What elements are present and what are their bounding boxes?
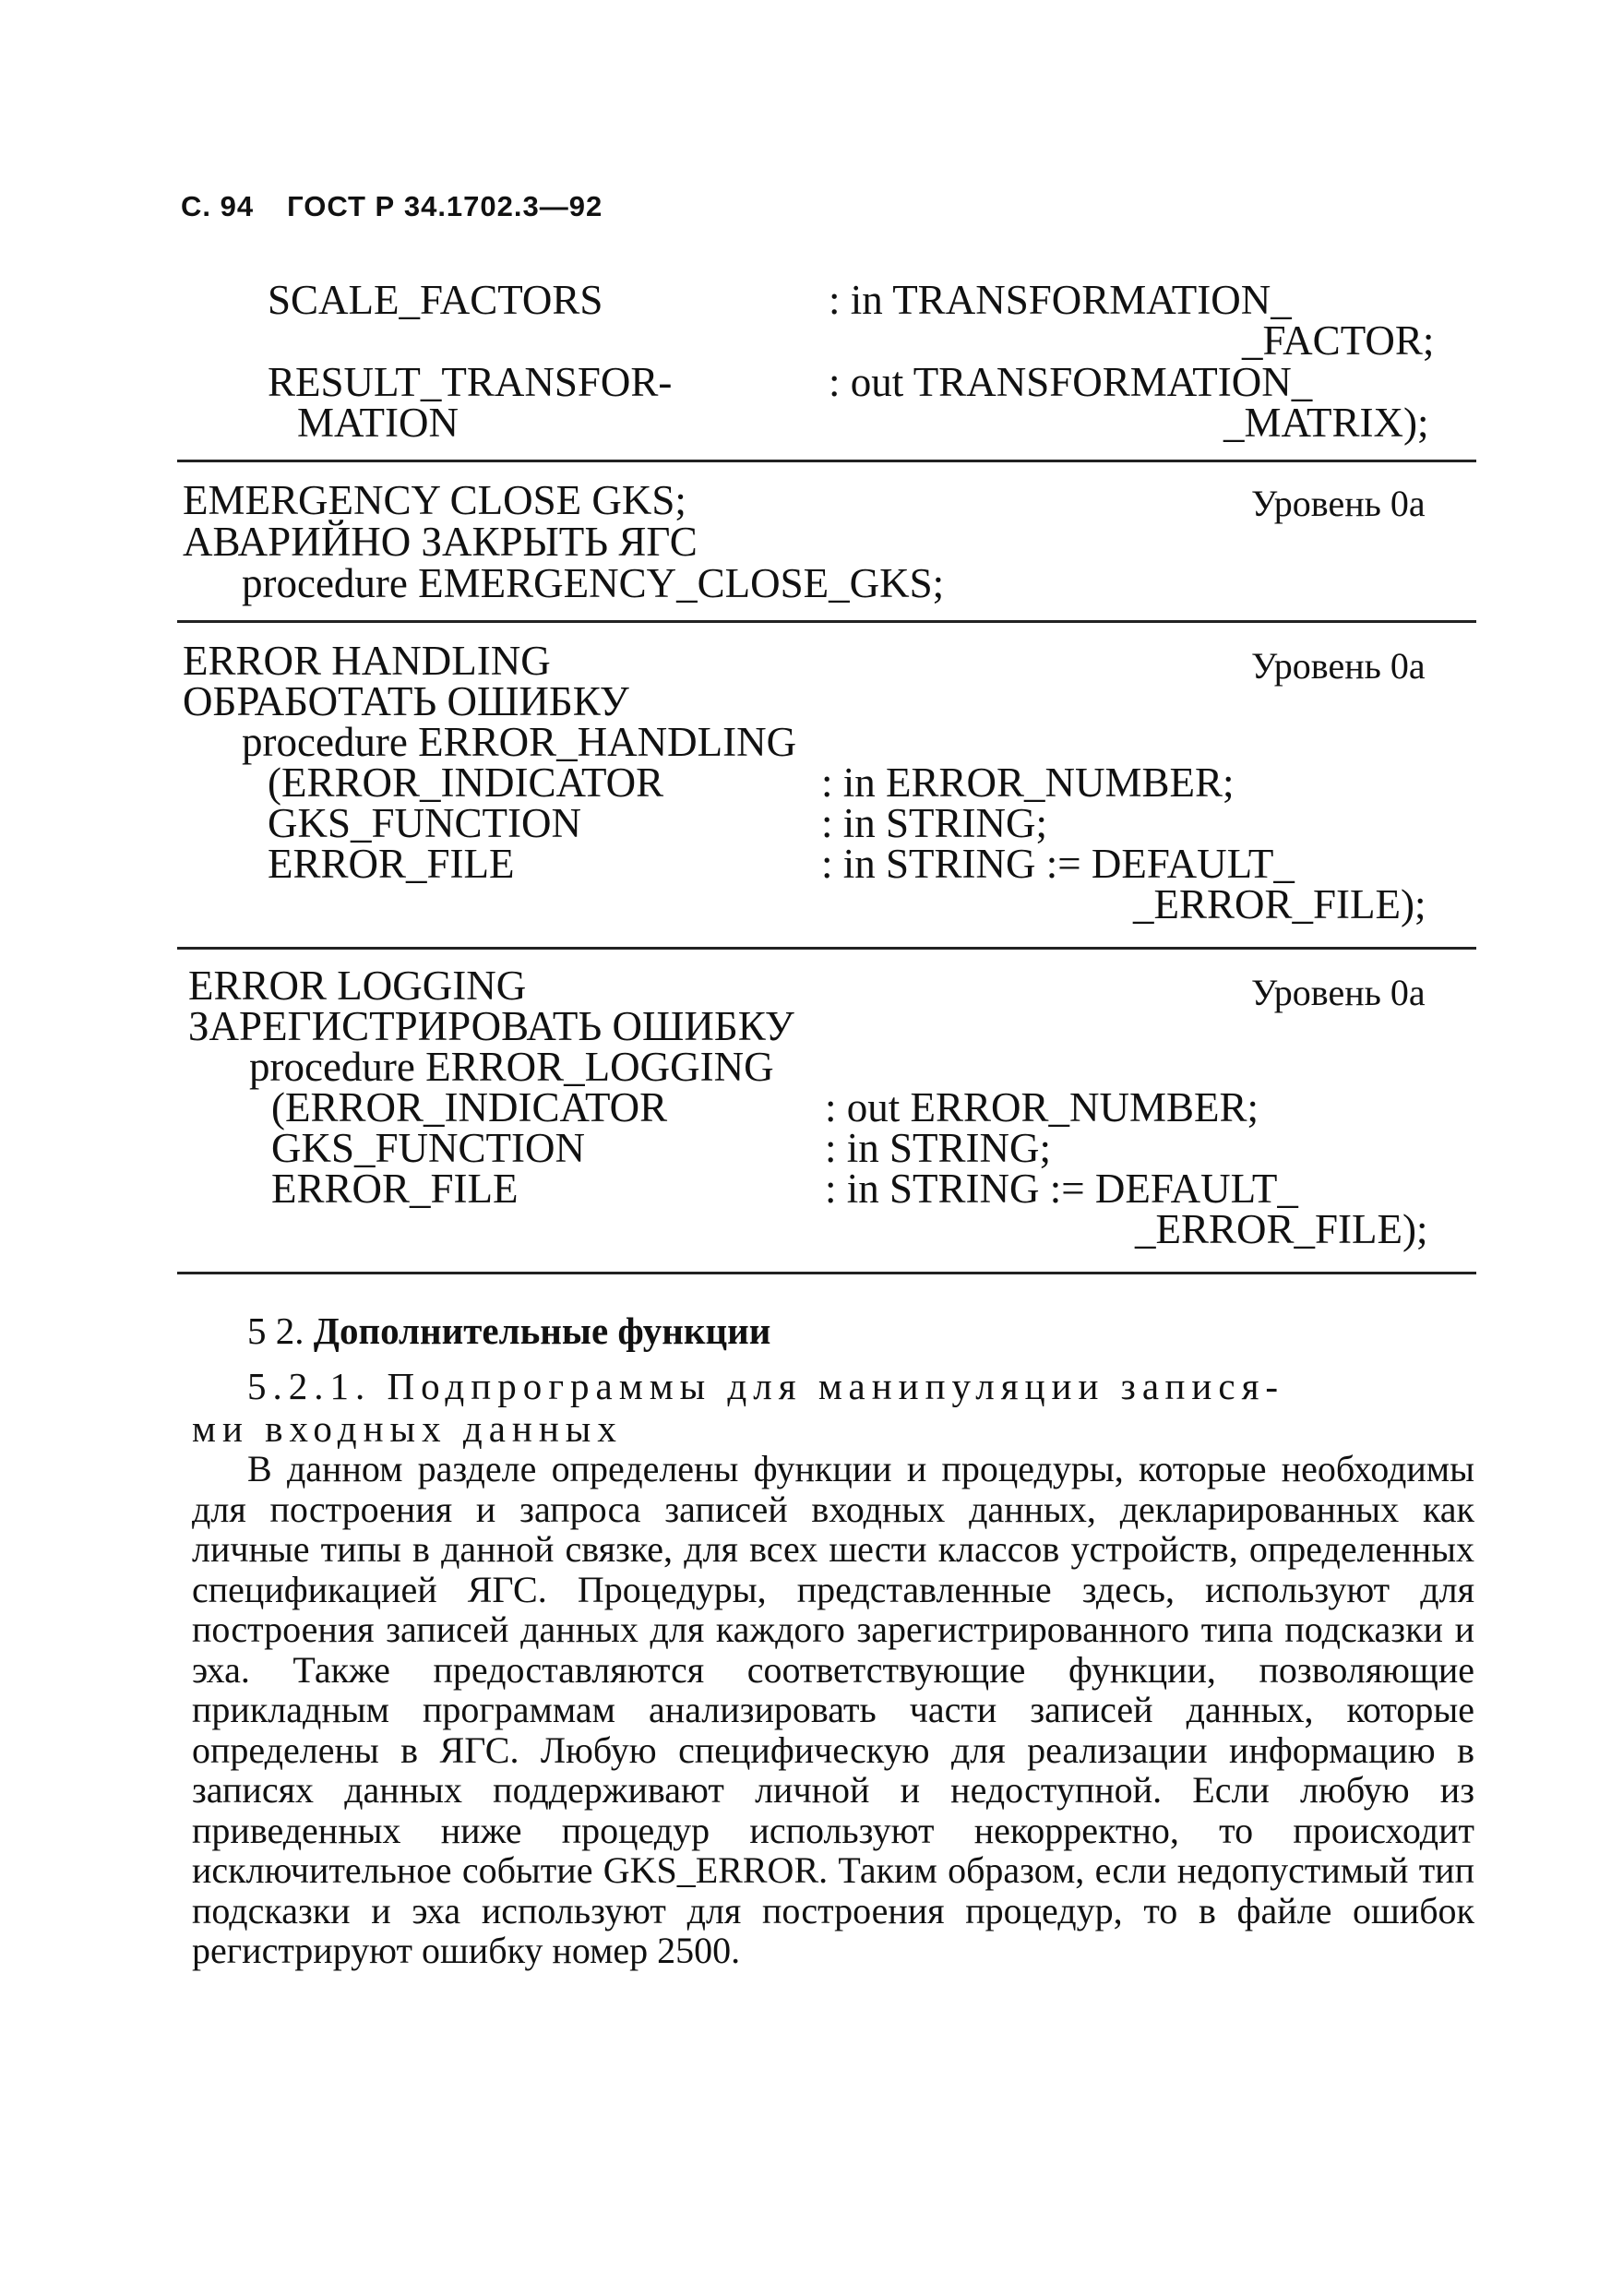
- function-name-ru: ЗАРЕГИСТРИРОВАТЬ ОШИБКУ: [188, 1003, 794, 1049]
- subsection-title-line-2: ми входных данных: [192, 1407, 623, 1450]
- param-type: : in STRING := DEFAULT_: [825, 1166, 1298, 1212]
- param-name: RESULT_TRANSFOR-: [268, 359, 673, 405]
- param-name: (ERROR_INDICATOR: [268, 759, 664, 806]
- divider: [177, 947, 1476, 950]
- section-number: 5 2.: [247, 1309, 304, 1352]
- param-name: SCALE_FACTORS: [268, 277, 603, 323]
- level-label: Уровень 0а: [1251, 483, 1426, 524]
- param-name: GKS_FUNCTION: [268, 800, 582, 846]
- param-type: : in STRING;: [825, 1125, 1052, 1171]
- param-name: ERROR_FILE: [268, 841, 515, 887]
- subsection-title-line-1: 5.2.1. Подпрограммы для манипуляции запися-: [247, 1365, 1285, 1407]
- body-paragraph: В данном разделе определены функции и процедуры, которые необходимы для построения и запроса записей входных данных, декларированных как личные типы в данной связке, для всех шести классов устройств, определенных спецификацией ЯГС. Процедуры, представленные здесь, используют для построения записей данных для каждого зарегистрированного типа подсказки и эха. Также предоставляются соответствующие функции, позволяющие прикладным программам анализировать части записей данных, которые определены в ЯГС. Любую специфическую для реализации информацию в записях данных поддерживают личной и недоступной. Если любую из приведенных ниже процедур используют некорректно, то происходит исключительное событие GKS_ERROR. Таким образом, если недопустимый тип подсказки и эха используют для построения процедур, то в файле ошибок регистрируют ошибку номер 2500.: [192, 1448, 1474, 1971]
- page-header: [181, 190, 636, 223]
- function-name-ru: АВАРИЙНО ЗАКРЫТЬ ЯГС: [183, 519, 698, 565]
- divider: [177, 1272, 1476, 1274]
- section-title: [247, 1309, 770, 1353]
- function-name: ERROR HANDLING: [183, 638, 551, 684]
- procedure-signature: procedure ERROR_LOGGING: [249, 1044, 774, 1090]
- procedure-signature: procedure EMERGENCY_CLOSE_GKS;: [242, 560, 945, 606]
- param-type-continuation: _FACTOR;: [1242, 317, 1435, 364]
- param-name: (ERROR_INDICATOR: [271, 1084, 668, 1130]
- param-type: : out ERROR_NUMBER;: [825, 1084, 1259, 1130]
- param-type: : out TRANSFORMATION_: [829, 359, 1313, 405]
- section-heading: Дополнительные функции: [313, 1309, 771, 1352]
- level-label: Уровень 0а: [1251, 972, 1426, 1013]
- procedure-signature: procedure ERROR_HANDLING: [242, 719, 797, 765]
- param-type-continuation: _ERROR_FILE);: [1133, 881, 1426, 927]
- param-type-continuation: _MATRIX);: [1223, 400, 1429, 446]
- param-type: : in STRING;: [821, 800, 1048, 846]
- level-label: Уровень 0а: [1251, 645, 1426, 687]
- param-name: ERROR_FILE: [271, 1166, 519, 1212]
- function-name-ru: ОБРАБОТАТЬ ОШИБКУ: [183, 678, 629, 724]
- param-type-continuation: _ERROR_FILE);: [1135, 1206, 1428, 1252]
- param-name-continuation: MATION: [297, 400, 459, 446]
- function-name: ERROR LOGGING: [188, 963, 527, 1009]
- divider: [177, 620, 1476, 623]
- param-type: : in STRING := DEFAULT_: [821, 841, 1295, 887]
- page-number: С. 94: [181, 190, 255, 222]
- param-type: : in ERROR_NUMBER;: [821, 759, 1235, 806]
- divider: [177, 460, 1476, 462]
- function-name: EMERGENCY CLOSE GKS;: [183, 477, 686, 523]
- param-type: : in TRANSFORMATION_: [829, 277, 1292, 323]
- param-name: GKS_FUNCTION: [271, 1125, 586, 1171]
- standard-code: ГОСТ Р 34.1702.3—92: [287, 190, 603, 222]
